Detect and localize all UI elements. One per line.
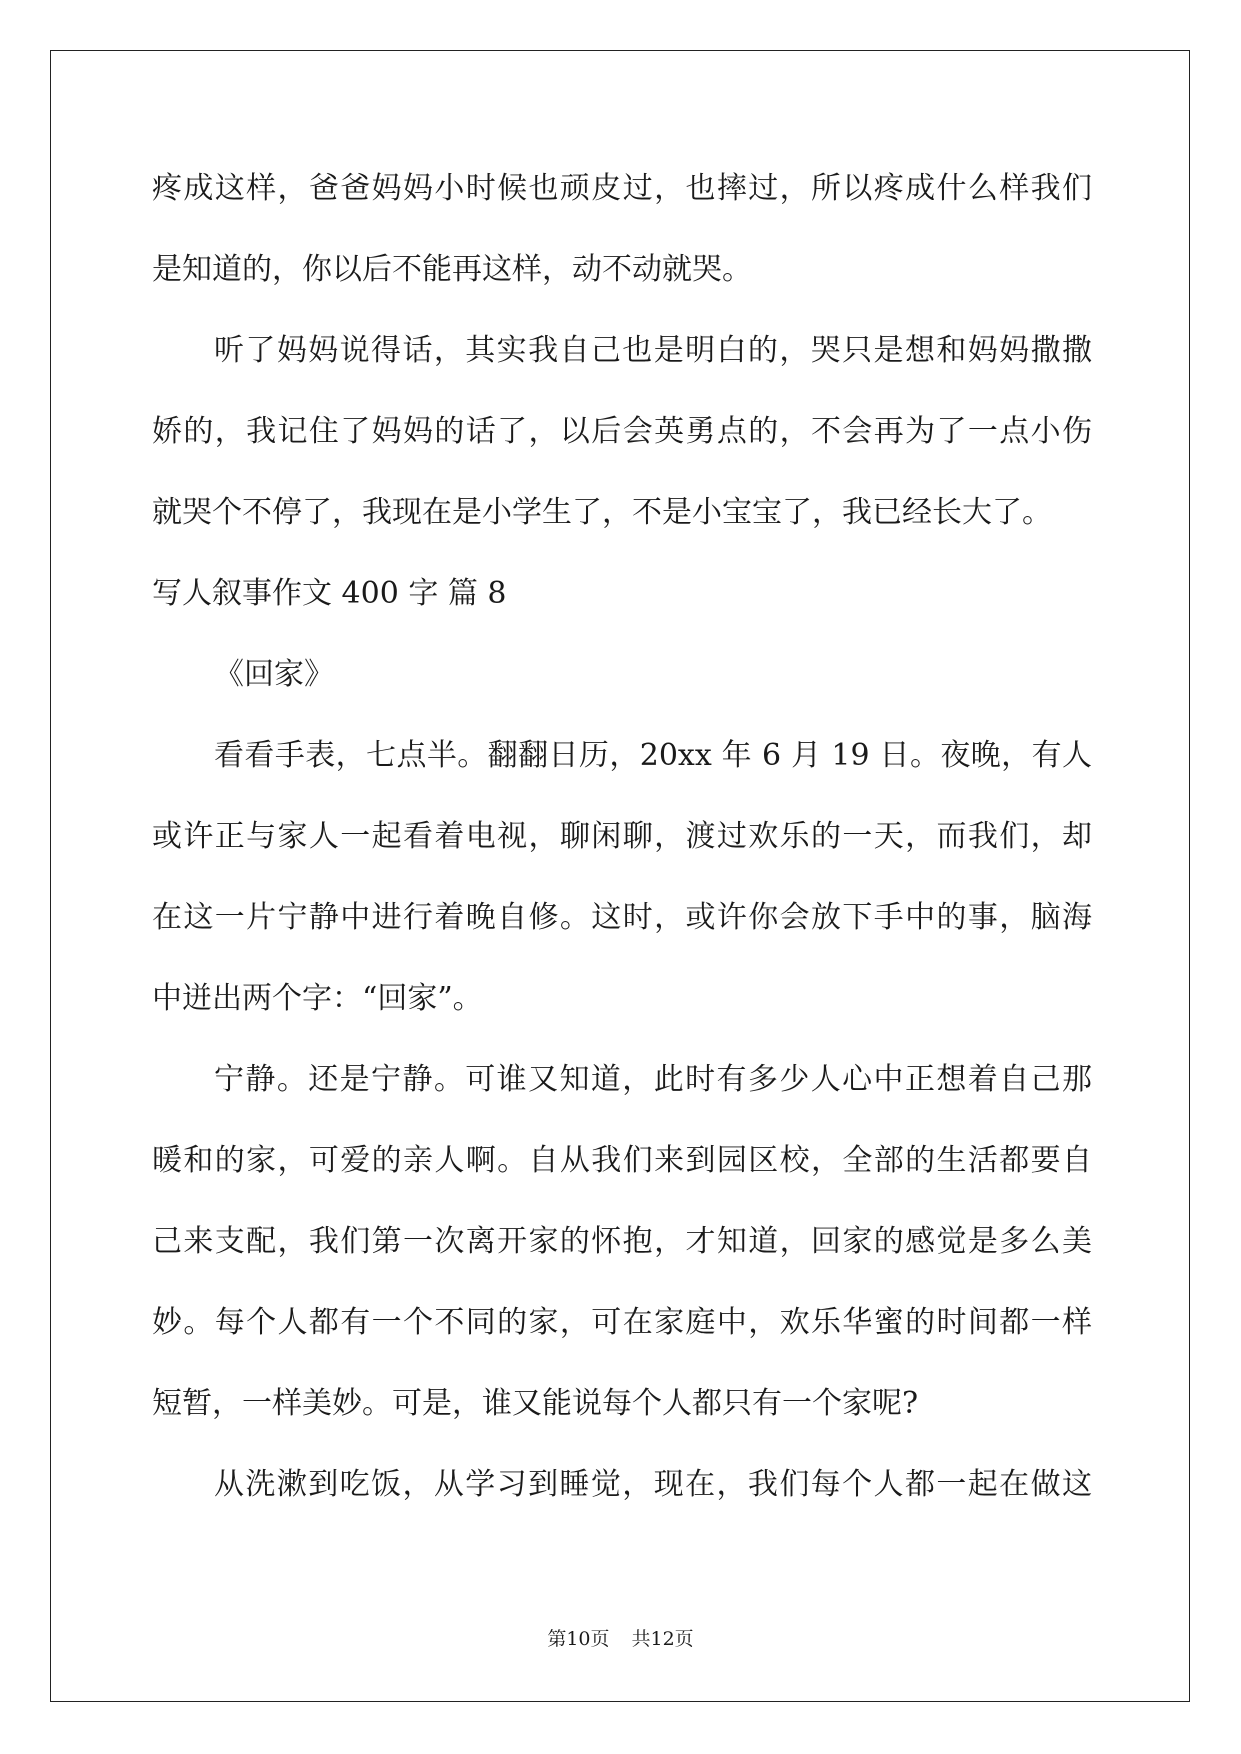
text-line: 暖和的家，可爱的亲人啊。自从我们来到园区校，全部的生活都要自: [152, 1143, 1092, 1178]
text-line: 或许正与家人一起看着电视，聊闲聊，渡过欢乐的一天，而我们，却: [152, 819, 1092, 854]
document-body: [152, 160, 1092, 1537]
text-line: 中迸出两个字：“回家”。: [152, 981, 483, 1016]
paragraph-first-line: 从洗漱到吃饭，从学习到睡觉，现在，我们每个人都一起在做这: [214, 1467, 1092, 1502]
text-line: 在这一片宁静中进行着晚自修。这时，或许你会放下手中的事，脑海: [152, 900, 1092, 935]
paragraph-first-line: 听了妈妈说得话，其实我自己也是明白的，哭只是想和妈妈撒撒: [214, 333, 1092, 368]
text-line: 就哭个不停了，我现在是小学生了，不是小宝宝了，我已经长大了。: [152, 495, 1052, 530]
text-line: 疼成这样，爸爸妈妈小时候也顽皮过，也摔过，所以疼成什么样我们: [152, 171, 1092, 206]
page-number-current: 第10页: [547, 1628, 610, 1650]
paragraph-first-line: 宁静。还是宁静。可谁又知道，此时有多少人心中正想着自己那: [214, 1062, 1092, 1097]
paragraph-first-line: 看看手表，七点半。翻翻日历，20xx 年 6 月 19 日。夜晚，有人: [214, 738, 1092, 773]
page-footer: [0, 1624, 1241, 1651]
essay-title: 《回家》: [214, 657, 334, 692]
text-line: 是知道的，你以后不能再这样，动不动就哭。: [152, 252, 752, 287]
text-line: 妙。每个人都有一个不同的家，可在家庭中，欢乐华蜜的时间都一样: [152, 1305, 1092, 1340]
section-heading: 写人叙事作文 400 字 篇 8: [152, 576, 507, 611]
text-line: 己来支配，我们第一次离开家的怀抱，才知道，回家的感觉是多么美: [152, 1224, 1092, 1259]
text-line: 短暂，一样美妙。可是，谁又能说每个人都只有一个家呢?: [152, 1386, 919, 1421]
page-number-total: 共12页: [631, 1628, 694, 1650]
text-line: 娇的，我记住了妈妈的话了，以后会英勇点的，不会再为了一点小伤: [152, 414, 1092, 449]
